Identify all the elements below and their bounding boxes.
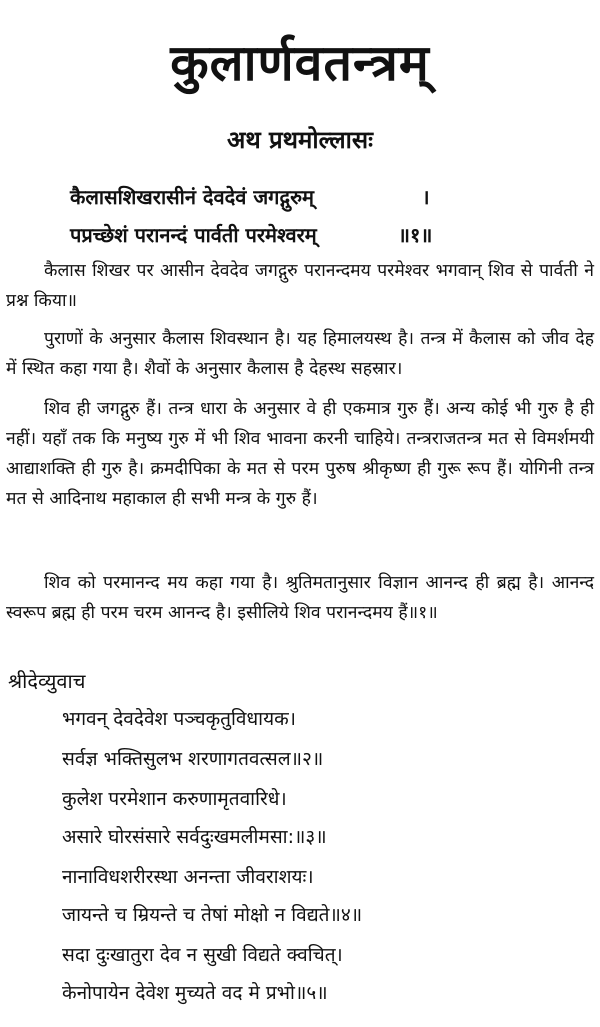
commentary-paragraph-4: शिव को परमानन्द मय कहा गया है। श्रुतिमतानुसार विज्ञान आनन्द ही ब्रह्म है। आनन्द स्वरूप ब्रह्म ही परम चरम आनन्द है। इसीलिये शिव परानन्दमय हैं॥१॥ [6,573,594,623]
opening-verse-line-2: पप्रच्छेशं परानन्दं पार्वती परमेश्वरम् [70,223,317,247]
chapter-heading: अथ प्रथमोल्लासः [227,125,373,154]
sloka-line: भगवन् देवदेवेश पञ्चकृतुविधायक। [62,708,296,730]
sloka-line: कुलेश परमेशान करुणामृतवारिधे। [62,788,287,810]
commentary-paragraph-3: शिव ही जगद्गुरु हैं। तन्त्र धारा के अनुसार वे ही एकमात्र गुरु हैं। अन्य कोई भी गुरु है ही नहीं। यहाँ तक कि मनुष्य गुरु में भी शिव भावना करनी चाहिये। तन्त्रराजतन्त्र मत से विमर्शमयी आद्याशक्ति ही गुरु है। क्रमदीपिका के मत से परम पुरुष श्रीकृष्ण ही गुरू रूप हैं। योगिनी तन्त्र मत से आदिनाथ महाकाल ही सभी मन्त्र के गुरु हैं। [6,399,594,509]
page-title: कुलार्णवतन्त्रम् [170,33,430,92]
opening-verse-mark-1: । [422,185,430,209]
sloka-line: सर्वज्ञ भक्तिसुलभ शरणागतवत्सल॥२॥ [62,748,324,770]
sloka-line: नानाविधशरीरस्था अनन्ता जीवराशयः। [62,866,314,888]
sloka-line: जायन्ते च म्रियन्ते च तेषां मोक्षो न विद्यते॥४॥ [62,904,363,926]
commentary-paragraph-1: कैलास शिखर पर आसीन देवदेव जगद्गुरु परानन्दमय परमेश्वर भगवान् शिव से पार्वती ने प्रश्न किया॥ [6,261,594,311]
sloka-line: असारे घोरसंसारे सर्वदुःखमलीमसा:॥३॥ [62,826,327,848]
opening-verse-mark-2: ॥१॥ [398,223,433,247]
commentary-paragraph-2: पुराणों के अनुसार कैलास शिवस्थान है। यह हिमालयस्थ है। तन्त्र में कैलास को जीव देह में स्थित कहा गया है। शैवों के अनुसार कैलास है देहस्थ सहस्रार। [6,329,594,379]
sloka-line: सदा दुःखातुरा देव न सुखी विद्यते क्वचित्। [62,944,343,966]
opening-verse-line-1: कैलासशिखरासीनं देवदेवं जगद्गुरुम् [70,185,315,209]
speaker-label: श्रीदेव्युवाच [8,669,86,693]
sloka-line: केनोपायेन देवेश मुच्यते वद मे प्रभो॥५॥ [62,982,328,1004]
